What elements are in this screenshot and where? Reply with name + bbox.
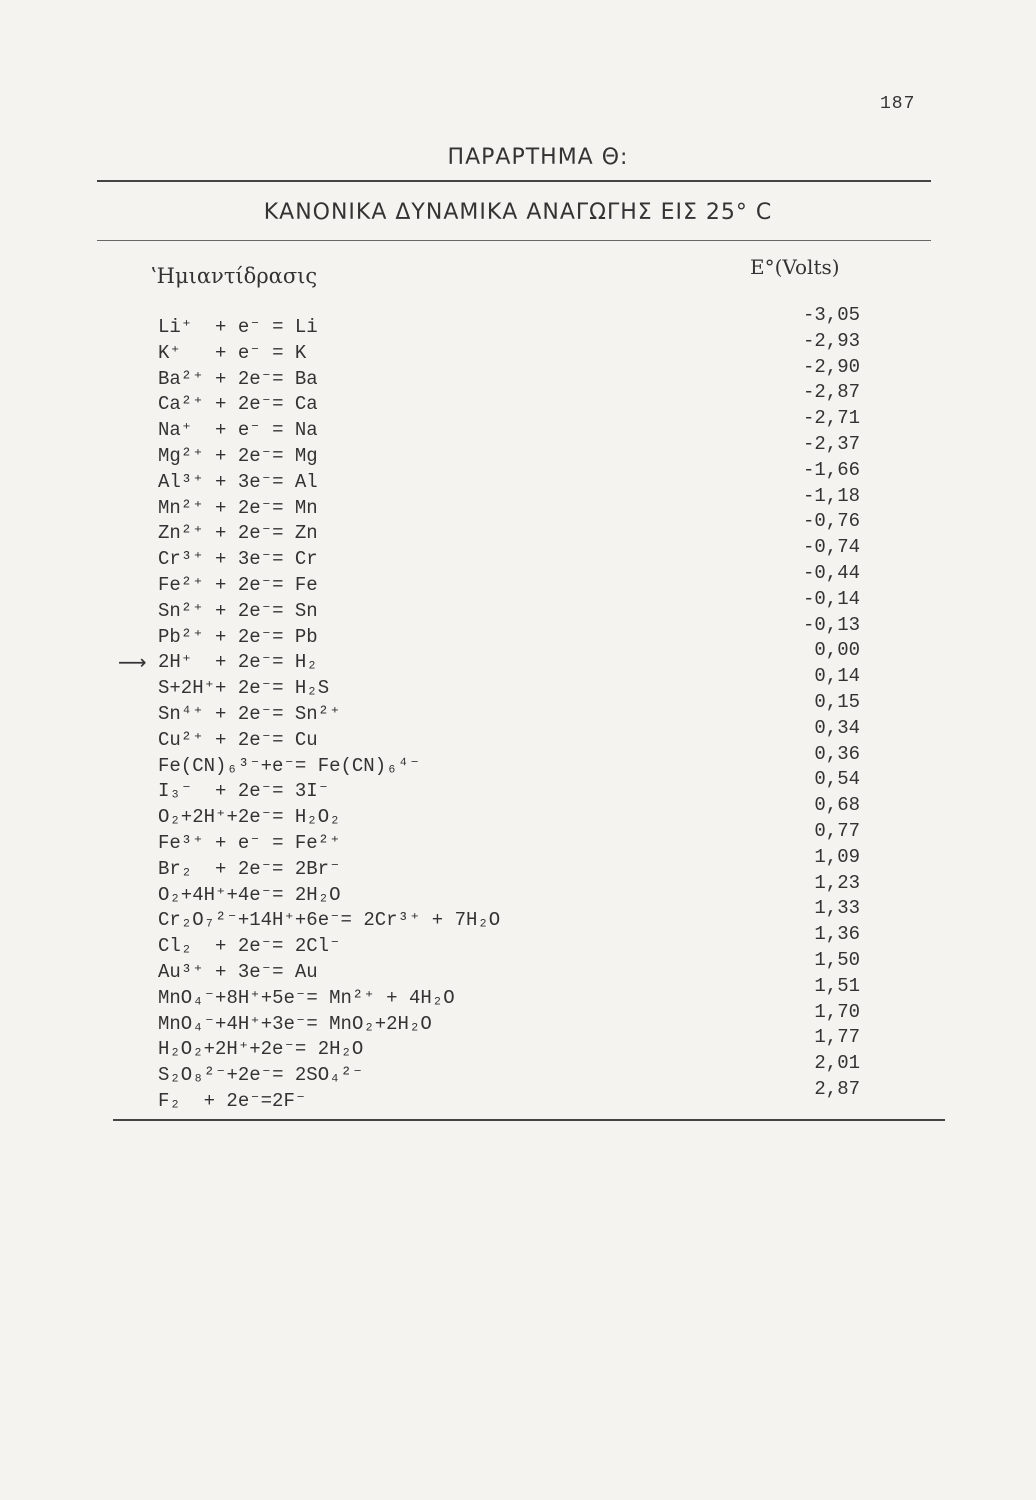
half-reaction: Al³⁺ + 3e⁻= Al — [158, 470, 318, 493]
top-rule — [97, 180, 931, 182]
half-reaction: Fe³⁺ + e⁻ = Fe²⁺ — [158, 831, 341, 854]
standard-potential: -2,90 — [802, 355, 860, 378]
standard-potential: 1,36 — [814, 923, 860, 946]
half-reaction: O₂+4H⁺+4e⁻= 2H₂O — [158, 883, 341, 906]
appendix-title: ΠΑΡΑΡΤΗΜΑ Θ: — [447, 145, 629, 170]
page-number: 187 — [880, 94, 916, 114]
standard-potential: 0,34 — [814, 716, 860, 739]
half-reaction: Cu²⁺ + 2e⁻= Cu — [158, 728, 318, 751]
half-reaction: 2H⁺ + 2e⁻= H₂ — [158, 651, 318, 674]
standard-potential: 1,23 — [814, 871, 860, 894]
standard-potential: 2,87 — [814, 1077, 860, 1100]
standard-potential: 1,51 — [814, 974, 860, 997]
half-reaction: S+2H⁺+ 2e⁻= H₂S — [158, 677, 330, 700]
standard-potential: 2,01 — [814, 1052, 860, 1075]
header-rule — [97, 240, 931, 241]
standard-potential: -0,14 — [802, 587, 860, 610]
half-reaction: H₂O₂+2H⁺+2e⁻= 2H₂O — [158, 1038, 364, 1061]
standard-potential: 0,00 — [814, 639, 860, 662]
standard-potential: 1,33 — [814, 897, 860, 920]
standard-potential: -2,37 — [802, 432, 860, 455]
half-reaction: Li⁺ + e⁻ = Li — [158, 316, 318, 338]
half-reaction: Mg²⁺ + 2e⁻= Mg — [158, 444, 318, 467]
potential-column-header: E°(Volts) — [750, 255, 840, 279]
bottom-rule — [113, 1119, 945, 1121]
standard-potential: -1,18 — [802, 484, 860, 507]
half-reaction: S₂O₈²⁻+2e⁻= 2SO₄²⁻ — [158, 1064, 364, 1087]
standard-potential: 0,54 — [814, 768, 860, 791]
standard-potential: 0,14 — [814, 665, 860, 688]
standard-potential: -3,05 — [802, 304, 860, 326]
half-reaction: MnO₄⁻+8H⁺+5e⁻= Mn²⁺ + 4H₂O — [158, 986, 455, 1009]
standard-potential: -1,66 — [802, 458, 860, 481]
table-title: ΚΑΝΟΝΙΚΑ ΔΥΝΑΜΙΚΑ ΑΝΑΓΩΓΗΣ ΕΙΣ 25° C — [263, 200, 773, 225]
standard-potential: -2,71 — [802, 407, 860, 430]
half-reaction: Au³⁺ + 3e⁻= Au — [158, 960, 318, 983]
half-reaction: Ca²⁺ + 2e⁻= Ca — [158, 393, 318, 416]
standard-potential: -0,44 — [802, 561, 860, 584]
half-reaction: K⁺ + e⁻ = K — [158, 341, 307, 364]
half-reaction: Zn²⁺ + 2e⁻= Zn — [158, 522, 318, 545]
standard-potential: 1,70 — [814, 1000, 860, 1023]
half-reaction: Fe²⁺ + 2e⁻= Fe — [158, 573, 318, 596]
standard-potential: -2,87 — [802, 381, 860, 404]
half-reaction: Cr³⁺ + 3e⁻= Cr — [158, 548, 318, 571]
standard-potential: -0,13 — [802, 613, 860, 636]
half-reaction: Sn⁴⁺ + 2e⁻= Sn²⁺ — [158, 702, 341, 725]
standard-potential: 0,77 — [814, 819, 860, 842]
half-reaction: Ba²⁺ + 2e⁻= Ba — [158, 367, 318, 390]
hydrogen-reference-arrow: ⟶ — [118, 650, 147, 674]
half-reaction: Cl₂ + 2e⁻= 2Cl⁻ — [158, 935, 341, 958]
standard-potential: 1,77 — [814, 1026, 860, 1049]
half-reaction: I₃⁻ + 2e⁻= 3I⁻ — [158, 780, 330, 803]
half-reaction: Na⁺ + e⁻ = Na — [158, 419, 318, 442]
half-reaction: Pb²⁺ + 2e⁻= Pb — [158, 625, 318, 648]
standard-potential: 1,09 — [814, 845, 860, 868]
half-reaction: O₂+2H⁺+2e⁻= H₂O₂ — [158, 806, 341, 829]
standard-potential: -0,74 — [802, 536, 860, 559]
half-reaction: MnO₄⁻+4H⁺+3e⁻= MnO₂+2H₂O — [158, 1012, 432, 1035]
half-reaction: Sn²⁺ + 2e⁻= Sn — [158, 599, 318, 622]
standard-potential: -0,76 — [802, 510, 860, 533]
standard-potential: -2,93 — [802, 329, 860, 352]
standard-potential: 0,15 — [814, 690, 860, 713]
half-reaction: Mn²⁺ + 2e⁻= Mn — [158, 496, 318, 519]
half-reaction: F₂ + 2e⁻=2F⁻ — [158, 1089, 307, 1112]
half-reaction: Br₂ + 2e⁻= 2Br⁻ — [158, 857, 341, 880]
standard-potential: 0,36 — [814, 742, 860, 765]
standard-potential: 0,68 — [814, 794, 860, 817]
reaction-column — [158, 315, 500, 1115]
standard-potential: 1,50 — [814, 948, 860, 971]
half-reaction: Cr₂O₇²⁻+14H⁺+6e⁻= 2Cr³⁺ + 7H₂O — [158, 909, 501, 932]
potential-column — [770, 303, 860, 1103]
half-reaction: Fe(CN)₆³⁻+e⁻= Fe(CN)₆⁴⁻ — [158, 754, 421, 777]
reaction-column-header: ʽΗμιαντίδρασις — [150, 264, 318, 288]
